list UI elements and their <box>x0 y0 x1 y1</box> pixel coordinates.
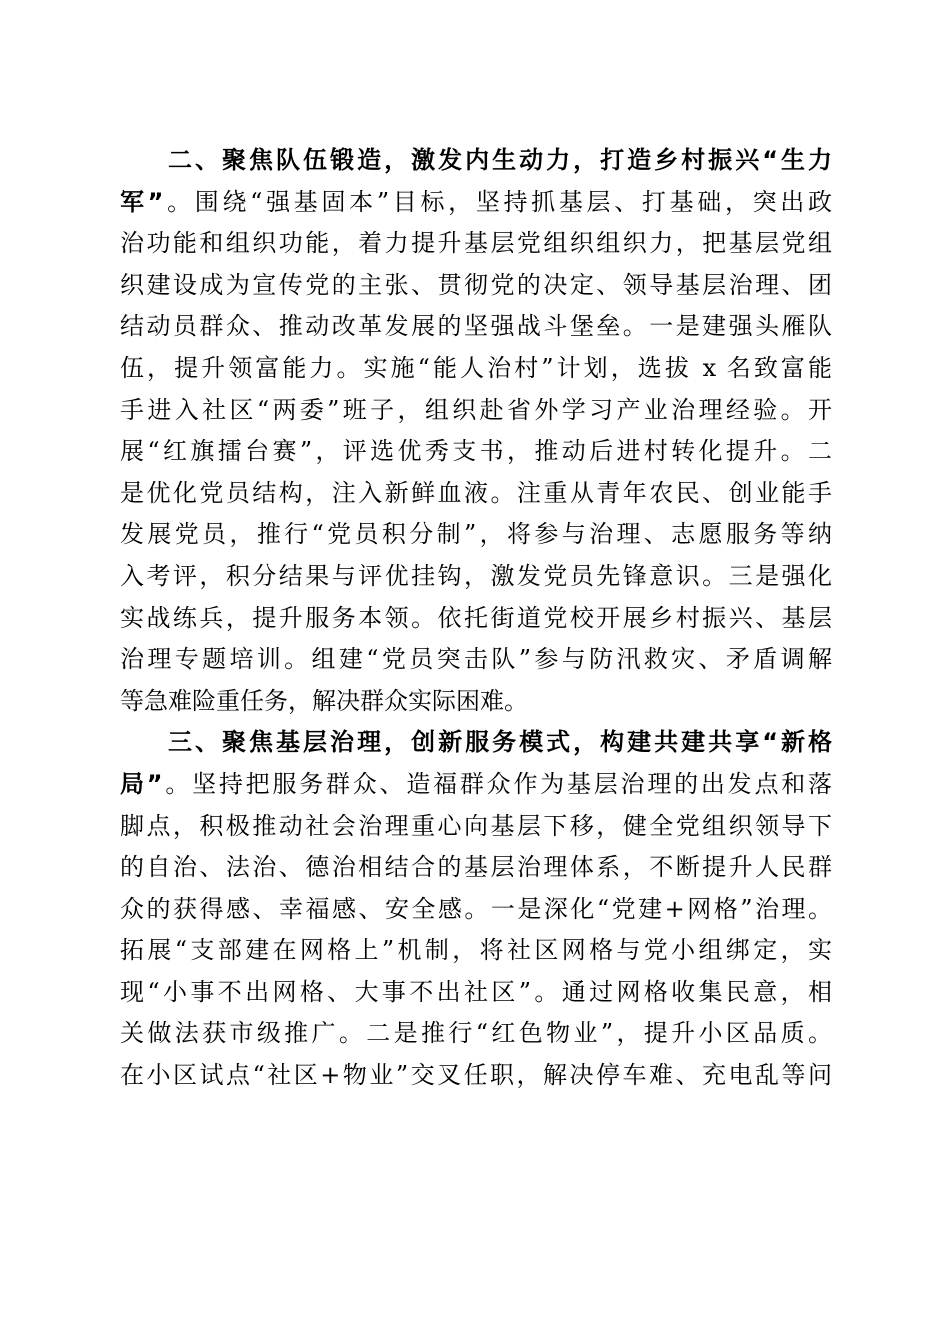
paragraph-line: 是优化党员结构，注入新鲜血液。注重从青年农民、创业能手 <box>120 478 832 507</box>
paragraph-line: 展“红旗擂台赛”，评选优秀支书，推动后进村转化提升。二 <box>120 437 832 466</box>
paragraph-line: 发展党员，推行“党员积分制”，将参与治理、志愿服务等纳 <box>120 520 832 549</box>
paragraph-line: 拓展“支部建在网格上”机制，将社区网格与党小组绑定，实 <box>120 936 832 965</box>
paragraph-line: 现“小事不出网格、大事不出社区”。通过网格收集民意，相 <box>120 977 832 1006</box>
section-heading-cont: 局” <box>120 769 163 798</box>
paragraph-line: 众的获得感、幸福感、安全感。一是深化“党建+网格”治理。 <box>120 894 832 923</box>
document-body <box>120 140 832 1097</box>
paragraph-line: 治理专题培训。组建“党员突击队”参与防汛救灾、矛盾调解 <box>120 645 832 674</box>
section-heading-cont: 军” <box>120 187 164 216</box>
paragraph-line: 伍，提升领富能力。实施“能人治村”计划，选拔 x 名致富能 <box>120 353 832 382</box>
paragraph-line: 等急难险重任务，解决群众实际困难。 <box>120 686 528 715</box>
paragraph-line: 军”。围绕“强基固本”目标，坚持抓基层、打基础，突出政 <box>120 187 832 216</box>
paragraph-line <box>120 722 832 764</box>
paragraph-line: 脚点，积极推动社会治理重心向基层下移，健全党组织领导下 <box>120 811 832 840</box>
paragraph-line: 入考评，积分结果与评优挂钩，激发党员先锋意识。三是强化 <box>120 561 832 590</box>
paragraph-line: 结动员群众、推动改革发展的坚强战斗堡垒。一是建强头雁队 <box>120 312 832 341</box>
paragraph-line: 治功能和组织功能，着力提升基层党组织组织力，把基层党组 <box>120 229 832 258</box>
paragraph-line <box>120 140 832 182</box>
paragraph-line: 的自治、法治、德治相结合的基层治理体系，不断提升人民群 <box>120 853 832 882</box>
paragraph-line: 局”。坚持把服务群众、造福群众作为基层治理的出发点和落 <box>120 769 833 798</box>
paragraph-line: 织建设成为宣传党的主张、贯彻党的决定、领导基层治理、团 <box>120 270 832 299</box>
paragraph-line: 在小区试点“社区+物业”交叉任职，解决停车难、充电乱等问 <box>120 1061 832 1090</box>
paragraph-line: 关做法获市级推广。二是推行“红色物业”，提升小区品质。 <box>120 1019 832 1048</box>
section-2-paragraph <box>120 140 832 722</box>
section-3-paragraph <box>120 722 832 1096</box>
paragraph-line: 手进入社区“两委”班子，组织赴省外学习产业治理经验。开 <box>120 395 832 424</box>
section-heading: 三、聚焦基层治理，创新服务模式，构建共建共享“新格 <box>168 728 832 757</box>
paragraph-line: 实战练兵，提升服务本领。依托街道党校开展乡村振兴、基层 <box>120 603 832 632</box>
section-heading: 二、聚焦队伍锻造，激发内生动力，打造乡村振兴“生力 <box>168 146 832 174</box>
